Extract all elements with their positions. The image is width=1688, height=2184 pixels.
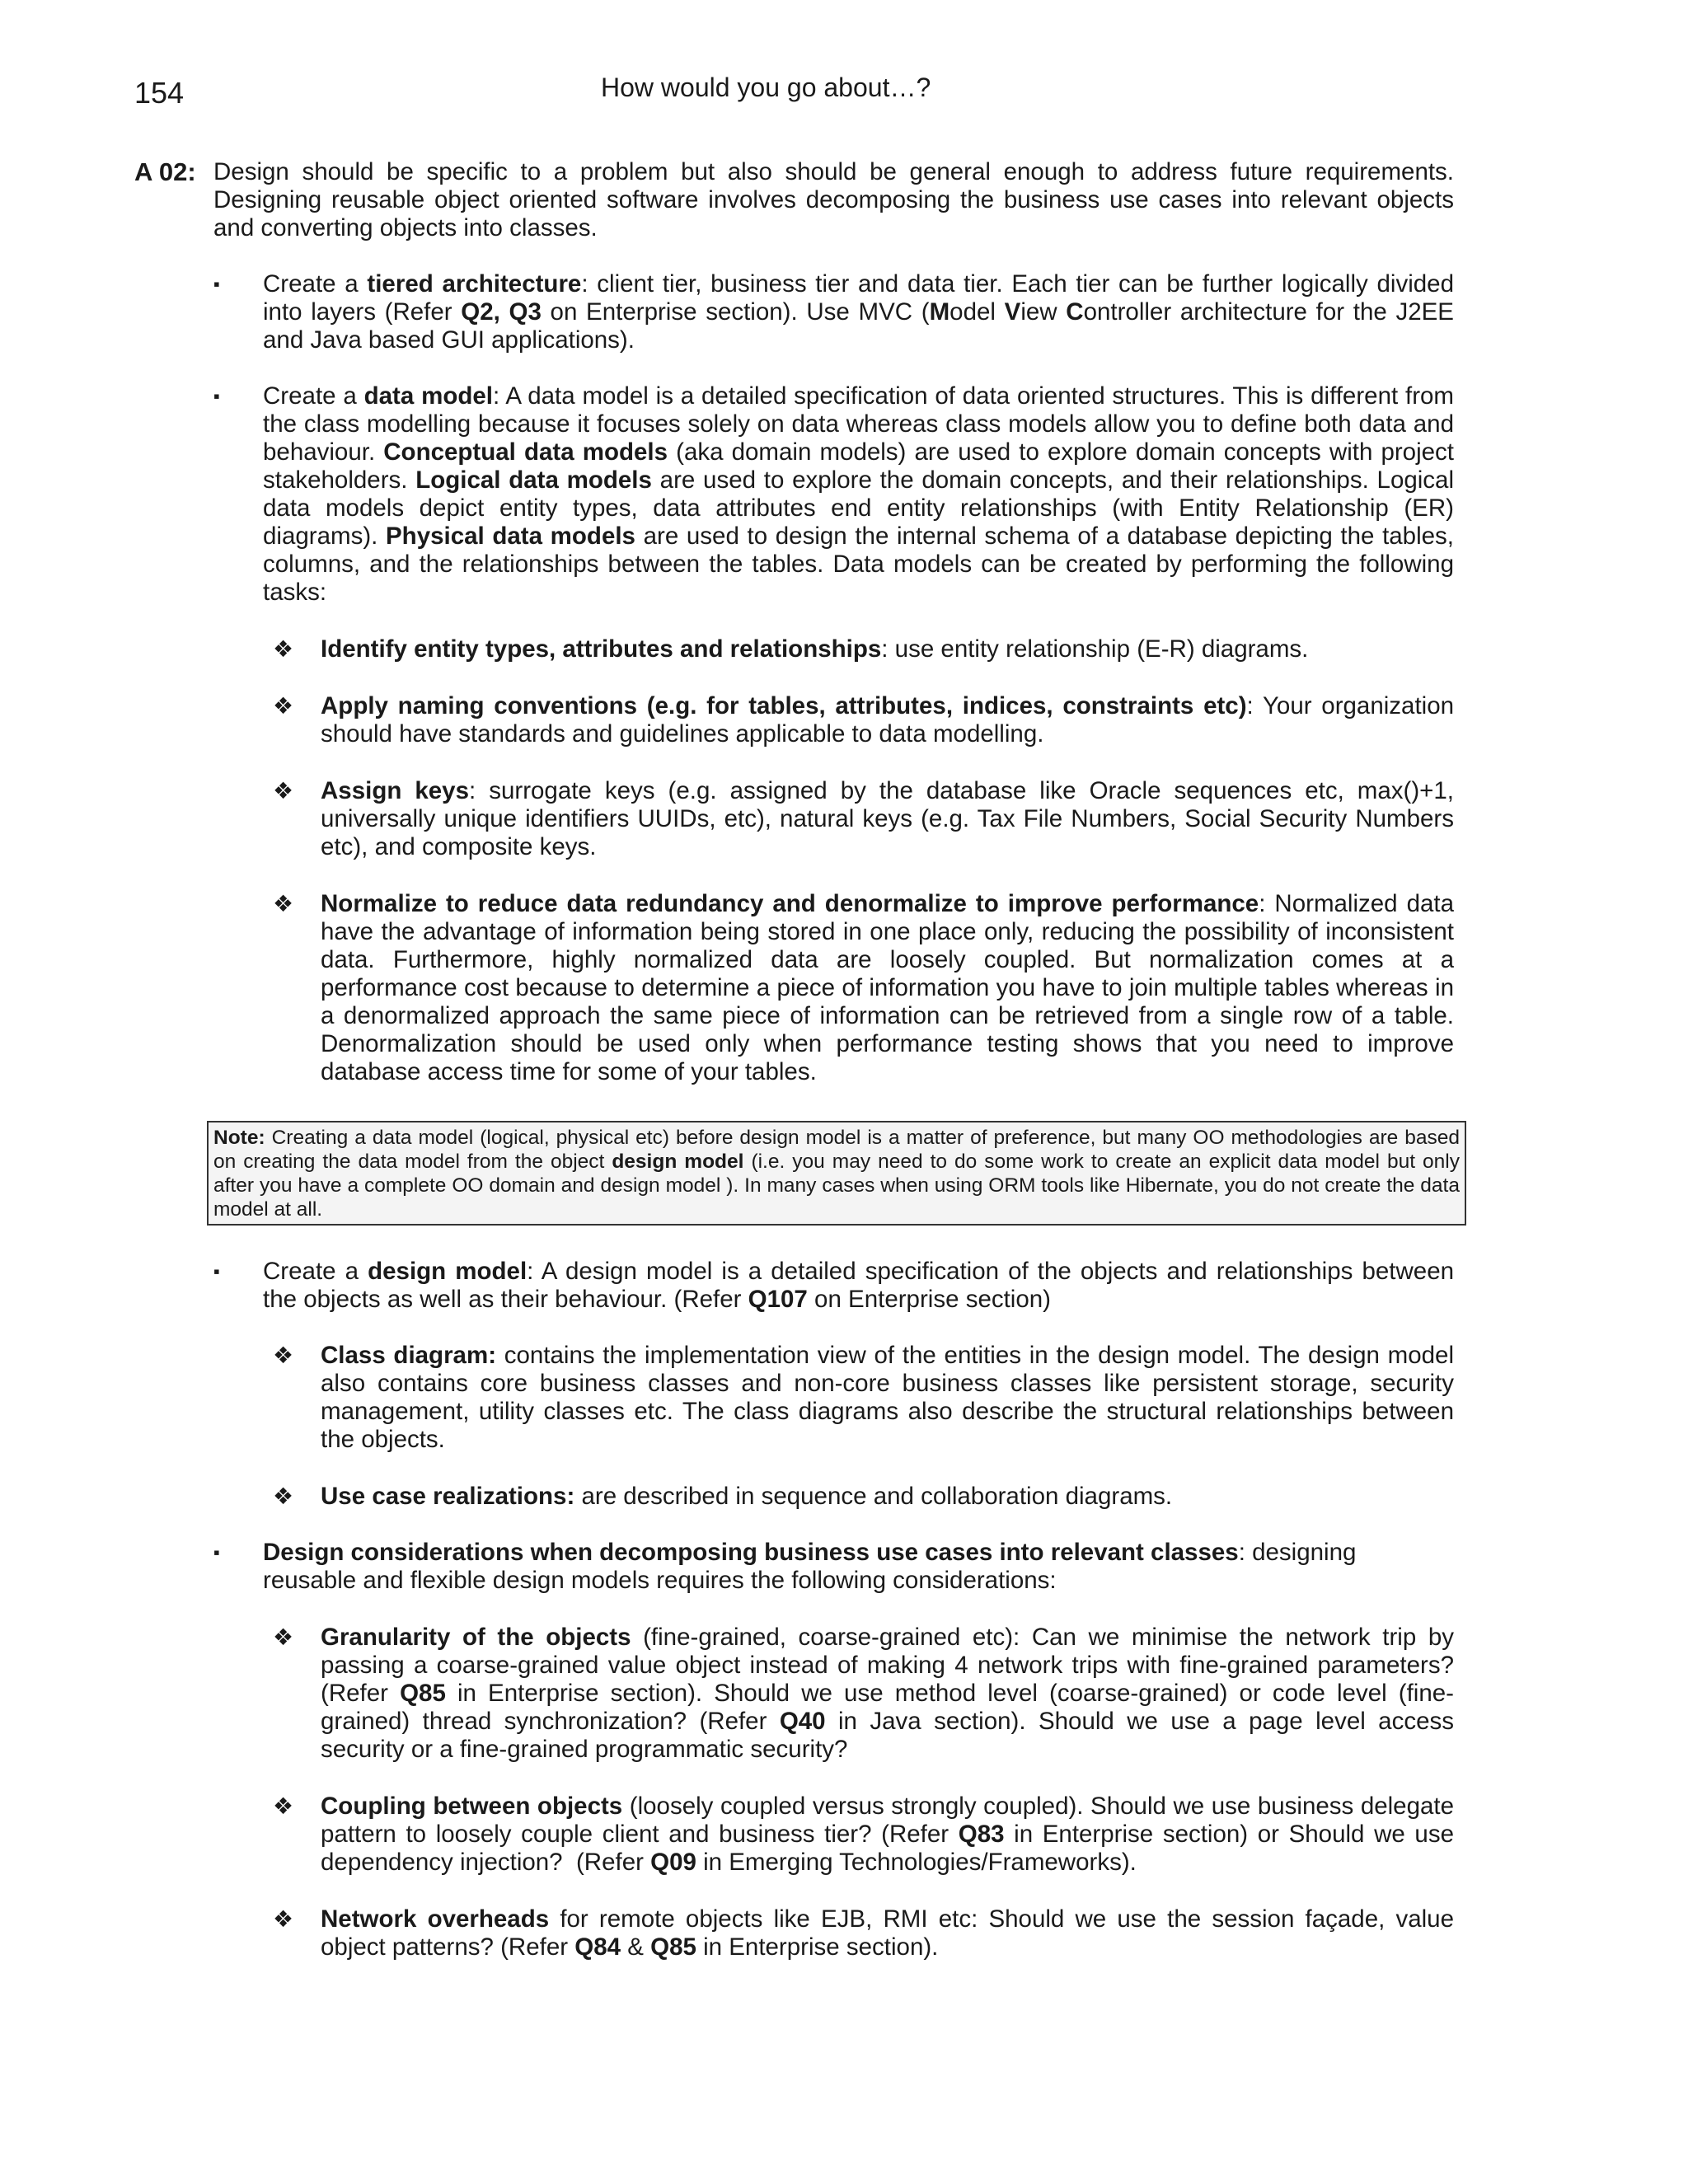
subitem-coupling [273,1793,1454,1877]
subitem-text: Class diagram: contains the implementation view of the entities in the design model. The design model also contains core business classes and non-core business classes like persistent storage, security management, utility classes etc. The class diagrams also describe the structural relationships between the objects. [321,1342,1454,1453]
bullet-text: Create a design model: A design model is a detailed specification of the objects and relationships between the objects as well as their behaviour. (Refer Q107 on Enterprise section) [263,1258,1455,1313]
diamond-bullet-icon: ❖ [273,1483,294,1509]
subitem-granularity [273,1624,1454,1764]
note-text: Note: Creating a data model (logical, physical etc) before design model is a matter of preference, but many OO methodologies are based on creating the data model from the object design model (i.e. you may need to do some work to create an explicit data model but only after you have a complete OO domain and design model ). In many cases when using ORM tools like Hibernate, you do not create the data model at all. [213,1127,1460,1221]
subitem-text: Network overheads for remote objects like EJB, RMI etc: Should we use the session façade, value object patterns? (Refer Q84 & Q85 in Enterprise section). [321,1905,1454,1961]
subitem-text: Assign keys: surrogate keys (e.g. assigned by the database like Oracle sequences etc, max()+1, universally unique identifiers UUIDs, etc), natural keys (e.g. Tax File Numbers, Social Security Numbers etc), and composite keys. [321,777,1454,860]
subitem-use-case-realizations [273,1483,1454,1511]
bullet-design-model [213,1258,1454,1314]
answer-label: A 02: [134,157,196,186]
bullet-tiered-architecture [213,270,1454,354]
answer-intro: Design should be specific to a problem but also should be general enough to address future requirements. Designing reusable object oriented software involves decomposing the business use cases into relevant objects and converting objects into classes. [213,158,1454,241]
diamond-bullet-icon: ❖ [273,778,294,804]
diamond-bullet-icon: ❖ [273,1906,294,1932]
subitem-normalize [273,890,1454,1086]
bullet-text: Design considerations when decomposing business use cases into relevant classes: designing reusable and flexible design models requires the following considerations: [263,1539,1357,1594]
subitem-text: Normalize to reduce data redundancy and denormalize to improve performance: Normalized data have the advantage of information being stored in one place only, reducing the possibility of inconsistent data. Furthermore, highly normalized data are loosely coupled. But normalization comes at a performance cost because to determine a piece of information you have to join multiple tables whereas in a denormalized approach the same piece of information can be retrieved from a single row of a table. Denormalization should be used only when performance testing shows that you need to improve database access time for some of your tables. [321,890,1454,1085]
bullet-text: Create a data model: A data model is a detailed specification of data oriented structures. This is different from the class modelling because it focuses solely on data whereas class models allow you to define both data and behaviour. Conceptual data models (aka domain models) are used to explore domain concepts with project stakeholders. Logical data models are used to explore the domain concepts, and their relationships. Logical data models depict entity types, data attributes end entity relationships (with Entity Relationship (ER) diagrams). Physical data models are used to design the internal schema of a database depicting the tables, columns, and the relationships between the tables. Data models can be created by performing the following tasks: [263,382,1455,606]
subitem-text: Use case realizations: are described in sequence and collaboration diagrams. [321,1483,1173,1510]
page-header [134,73,1453,117]
subitem-class-diagram [273,1342,1454,1454]
subitem-network-overheads [273,1905,1454,1961]
subitem-text: Apply naming conventions (e.g. for tables, attributes, indices, constraints etc): Your organization should have standards and guidelines applicable to data modelling. [321,692,1455,748]
bullet-design-considerations [213,1539,1392,1595]
diamond-bullet-icon: ❖ [273,636,294,662]
subitem-text: Coupling between objects (loosely coupled versus strongly coupled). Should we use business delegate pattern to loosely couple client and business tier? (Refer Q83 in Enterprise section) or Should we use dependency injection? (Refer Q09 in Emerging Technologies/Frameworks). [321,1793,1455,1876]
running-title: How would you go about…? [601,73,931,102]
diamond-bullet-icon: ❖ [273,693,294,719]
diamond-bullet-icon: ❖ [273,1343,294,1368]
subitem-text: Granularity of the objects (fine-grained, coarse-grained etc): Can we minimise the network trip by passing a coarse-grained value object instead of making 4 network trips with fine-grained parameters? (Refer Q85 in Enterprise section). Should we use method level (coarse-grained) or code level (fine-grained) thread synchronization? (Refer Q40 in Java section). Should we use a page level access security or a fine-grained programmatic security? [321,1624,1454,1763]
bullet-data-model [213,382,1454,607]
diamond-bullet-icon: ❖ [273,1624,294,1650]
answer-block [134,158,1454,242]
page-number: 154 [134,76,185,110]
diamond-bullet-icon: ❖ [273,891,294,916]
diamond-bullet-icon: ❖ [273,1793,294,1819]
bullet-marker: ▪ [213,386,220,406]
bullet-marker: ▪ [213,1261,220,1282]
bullet-marker: ▪ [213,1542,220,1563]
bullet-marker: ▪ [213,274,220,294]
subitem-identify-entities [273,635,1454,663]
bullet-text: Create a tiered architecture: client tier, business tier and data tier. Each tier can be further logically divided into layers (Refer Q2, Q3 on Enterprise section). Use MVC (Model View Controller architecture for the J2EE and Java based GUI applications). [263,270,1454,354]
subitem-assign-keys [273,777,1454,861]
subitem-naming-conventions [273,692,1454,748]
note-box [207,1121,1466,1226]
subitem-text: Identify entity types, attributes and relationships: use entity relationship (E-R) diagrams. [321,635,1309,663]
